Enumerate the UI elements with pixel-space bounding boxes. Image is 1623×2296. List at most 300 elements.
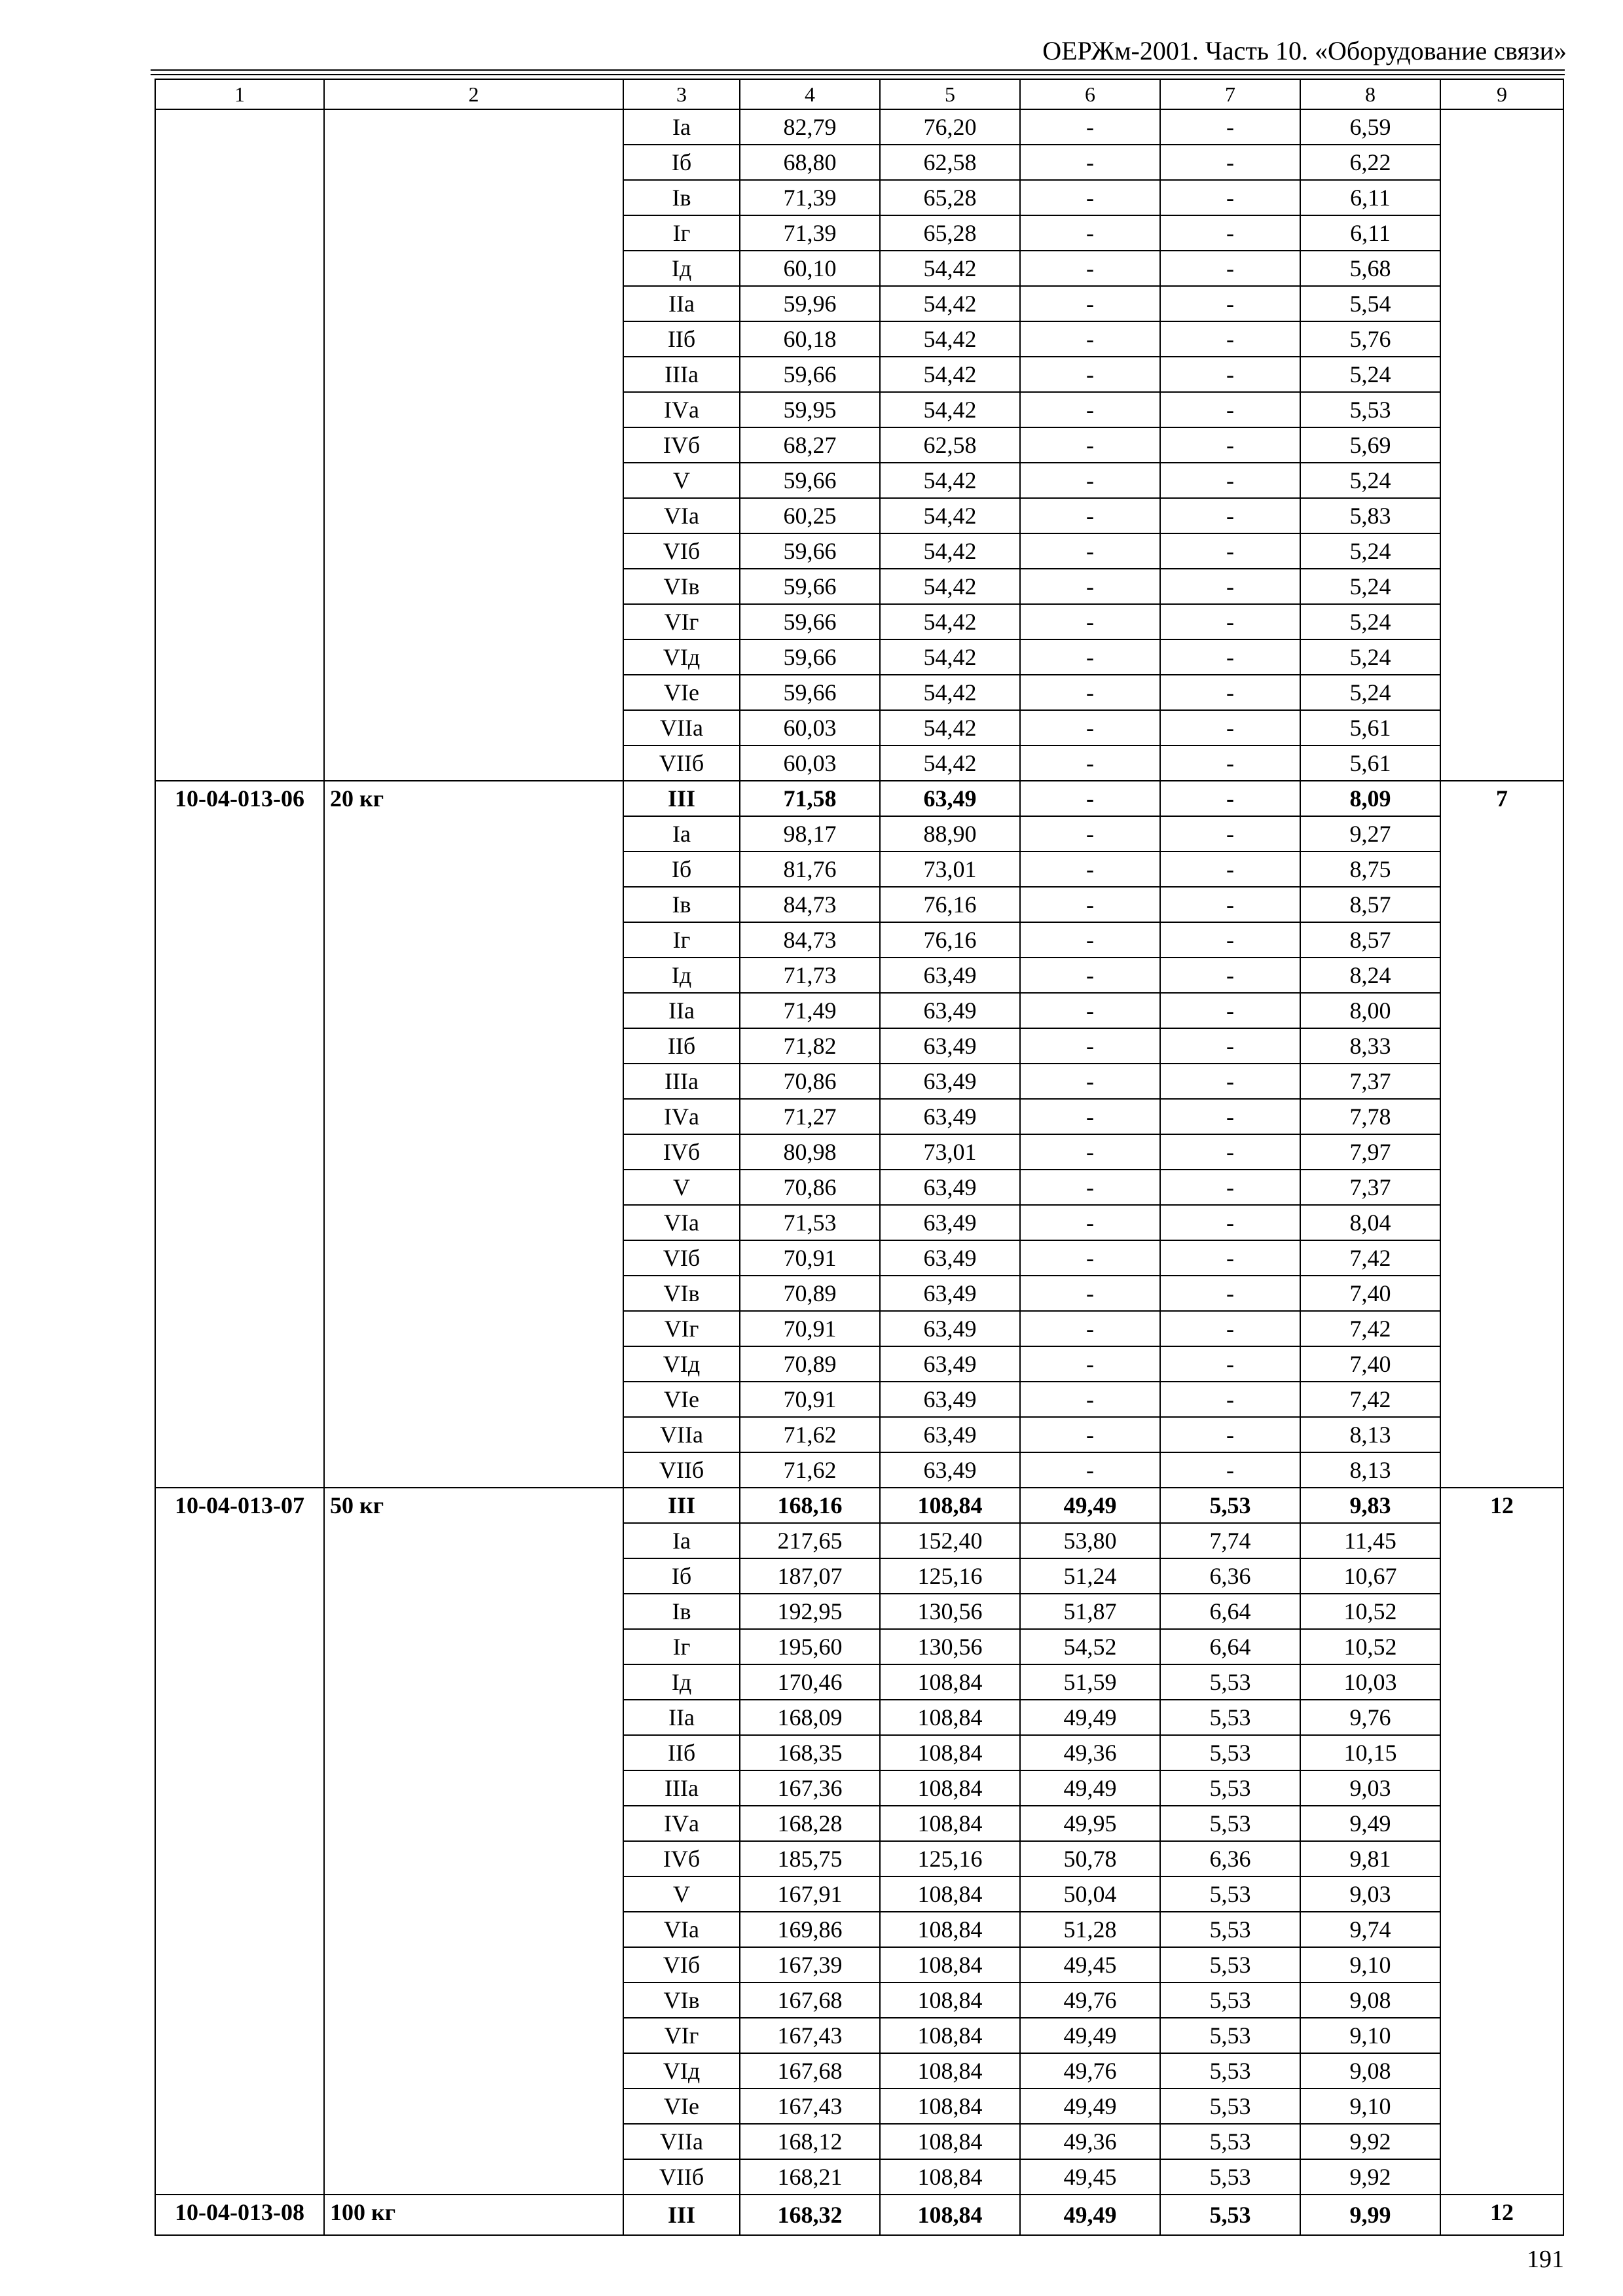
table-cell: Iб [623,145,740,180]
table-cell: 65,28 [880,215,1020,251]
table-cell: 7,40 [1300,1346,1440,1382]
table-cell: - [1020,1170,1160,1205]
table-cell: 167,43 [740,2018,880,2053]
table-cell: 60,03 [740,745,880,781]
table-cell: - [1020,958,1160,993]
table-cell: 54,42 [880,569,1020,604]
table-cell: 70,89 [740,1276,880,1311]
table-cell: - [1160,816,1300,852]
table-cell: 9,83 [1300,1488,1440,1523]
table-cell: - [1160,357,1300,392]
table-cell: 168,32 [740,2195,880,2235]
table-cell: 6,64 [1160,1629,1300,1664]
table-cell: - [1160,604,1300,639]
table-cell: VIв [623,1276,740,1311]
table-cell: - [1020,1346,1160,1382]
table-cell: 60,18 [740,321,880,357]
table-cell: 10,03 [1300,1664,1440,1700]
table-cell: 63,49 [880,1240,1020,1276]
table-cell: - [1020,1417,1160,1452]
table-cell: 108,84 [880,2089,1020,2124]
table-cell: 63,49 [880,993,1020,1028]
table-cell: - [1160,1276,1300,1311]
table-cell: 59,66 [740,569,880,604]
table-cell: - [1020,1064,1160,1099]
table-cell: 51,24 [1020,1558,1160,1594]
table-cell: 6,36 [1160,1558,1300,1594]
table-cell: - [1160,1311,1300,1346]
table-cell: 54,42 [880,710,1020,745]
table-cell: Iг [623,1629,740,1664]
table-cell: 73,01 [880,852,1020,887]
table-cell: 5,53 [1160,1735,1300,1770]
table-cell: 70,91 [740,1382,880,1417]
table-cell: 49,36 [1020,1735,1160,1770]
table-cell: 9,81 [1300,1841,1440,1876]
table-cell: 59,66 [740,604,880,639]
table-cell: - [1020,180,1160,215]
table-cell: 54,42 [880,498,1020,533]
table-cell: - [1160,1382,1300,1417]
table-cell: 51,59 [1020,1664,1160,1700]
table-cell: 59,66 [740,639,880,675]
table-cell: 7,74 [1160,1523,1300,1558]
table-cell: 108,84 [880,1770,1020,1806]
table-cell: 6,64 [1160,1594,1300,1629]
table-cell: - [1160,533,1300,569]
table-cell: 108,84 [880,1806,1020,1841]
table-cell: - [1160,1099,1300,1134]
table-cell: 49,49 [1020,1770,1160,1806]
table-cell: IVа [623,1099,740,1134]
table-cell: 59,66 [740,357,880,392]
table-cell: 63,49 [880,1205,1020,1240]
table-cell: 7,42 [1300,1311,1440,1346]
table-cell: VIд [623,639,740,675]
table-cell: 54,42 [880,604,1020,639]
table-cell: IIб [623,1028,740,1064]
table-cell: 5,53 [1160,2195,1300,2235]
table-cell: VIд [623,2053,740,2089]
table-cell: 152,40 [880,1523,1020,1558]
table-cell: 9,27 [1300,816,1440,852]
table-cell: 8,33 [1300,1028,1440,1064]
table-cell: 108,84 [880,2053,1020,2089]
table-cell: 71,39 [740,215,880,251]
running-header: ОЕРЖм-2001. Часть 10. «Оборудование связи» [1042,36,1567,65]
table-cell: 71,73 [740,958,880,993]
table-cell: VIIб [623,1452,740,1488]
table-cell: VIе [623,675,740,710]
table-cell: 217,65 [740,1523,880,1558]
table-cell: - [1020,781,1160,816]
table-cell: Iа [623,816,740,852]
table-cell: - [1020,569,1160,604]
table-cell: - [1160,993,1300,1028]
table-cell: 68,80 [740,145,880,180]
table-cell: 50,04 [1020,1876,1160,1912]
table-cell: 71,58 [740,781,880,816]
table-cell: 8,75 [1300,852,1440,887]
table-cell: VIб [623,533,740,569]
table-cell: 84,73 [740,887,880,922]
table-cell: Iа [623,109,740,145]
table-cell: - [1160,852,1300,887]
column-number: 2 [324,79,623,109]
rate-name-cell: 20 кг [324,781,623,1488]
table-cell: V [623,1876,740,1912]
table-cell: 54,42 [880,392,1020,427]
table-cell: 8,00 [1300,993,1440,1028]
table-cell: 68,27 [740,427,880,463]
table-cell: 63,49 [880,1311,1020,1346]
column-number: 6 [1020,79,1160,109]
table-cell: 5,83 [1300,498,1440,533]
table-cell: 5,24 [1300,604,1440,639]
table-cell: 167,39 [740,1947,880,1982]
table-cell: - [1160,710,1300,745]
table-cell: - [1020,1452,1160,1488]
column-9-cell: 7 [1440,781,1563,1488]
column-9-cell: 12 [1440,1488,1563,2195]
table-cell: 49,45 [1020,1947,1160,1982]
table-cell: Iд [623,1664,740,1700]
table-cell: 54,42 [880,533,1020,569]
table-cell: - [1160,180,1300,215]
table-cell: III [623,781,740,816]
table-cell: - [1020,357,1160,392]
table-cell: 60,03 [740,710,880,745]
table-cell: 49,49 [1020,1488,1160,1523]
table-row [155,781,1563,816]
table-cell: 63,49 [880,1064,1020,1099]
table-cell: 71,39 [740,180,880,215]
table-cell: 5,24 [1300,463,1440,498]
table-cell: 71,62 [740,1417,880,1452]
table-cell: 7,37 [1300,1064,1440,1099]
table-cell: VIе [623,2089,740,2124]
table-cell: - [1160,463,1300,498]
table-cell: 9,03 [1300,1770,1440,1806]
table-cell: 6,11 [1300,180,1440,215]
table-cell: 6,22 [1300,145,1440,180]
table-cell: - [1020,887,1160,922]
table-cell: VIб [623,1947,740,1982]
table-cell: - [1020,215,1160,251]
table-cell: - [1160,321,1300,357]
table-cell: 9,08 [1300,2053,1440,2089]
table-cell: - [1160,1028,1300,1064]
table-cell: 108,84 [880,1912,1020,1947]
table-cell: Iд [623,251,740,286]
table-cell: 10,15 [1300,1735,1440,1770]
table-cell: - [1020,1382,1160,1417]
table-cell: Iб [623,1558,740,1594]
table-cell: - [1160,1346,1300,1382]
table-cell: 5,53 [1160,1700,1300,1735]
table-cell: 10,52 [1300,1629,1440,1664]
table-cell: 63,49 [880,1417,1020,1452]
column-number: 5 [880,79,1020,109]
table-cell: IVа [623,392,740,427]
table-cell: 108,84 [880,1876,1020,1912]
table-cell: 71,62 [740,1452,880,1488]
table-cell: VIб [623,1240,740,1276]
table-cell: - [1160,215,1300,251]
table-cell: 108,84 [880,2124,1020,2159]
table-cell: - [1020,463,1160,498]
table-cell: 7,97 [1300,1134,1440,1170]
table-cell: V [623,1170,740,1205]
column-number: 4 [740,79,880,109]
header-rule [151,69,1565,71]
table-cell: 130,56 [880,1629,1020,1664]
table-cell: - [1020,1028,1160,1064]
table-cell: - [1160,1240,1300,1276]
table-cell: 195,60 [740,1629,880,1664]
table-cell: - [1020,816,1160,852]
table-cell: 168,16 [740,1488,880,1523]
table-cell: 70,91 [740,1311,880,1346]
column-number: 1 [155,79,324,109]
table-cell: VIв [623,1982,740,2018]
table-cell: 54,42 [880,321,1020,357]
page-number: 191 [1527,2246,1564,2273]
table-cell: 5,68 [1300,251,1440,286]
table-cell: 9,76 [1300,1700,1440,1735]
table-cell: 9,92 [1300,2124,1440,2159]
table-cell: 65,28 [880,180,1020,215]
table-cell: 49,36 [1020,2124,1160,2159]
table-cell: 7,78 [1300,1099,1440,1134]
table-cell: 108,84 [880,1982,1020,2018]
table-cell: VIг [623,1311,740,1346]
table-cell: - [1160,675,1300,710]
table-cell: 54,42 [880,745,1020,781]
table-cell: 9,74 [1300,1912,1440,1947]
table-cell: 10,52 [1300,1594,1440,1629]
table-cell: - [1020,427,1160,463]
table-cell: 49,76 [1020,2053,1160,2089]
column-number: 7 [1160,79,1300,109]
table-cell: 71,27 [740,1099,880,1134]
table-cell: 5,53 [1160,2053,1300,2089]
table-cell: 54,42 [880,639,1020,675]
table-cell: 9,10 [1300,2089,1440,2124]
table-cell: 5,24 [1300,533,1440,569]
table-cell: - [1020,710,1160,745]
table-cell: - [1160,1134,1300,1170]
table-cell: 50,78 [1020,1841,1160,1876]
table-cell: 71,49 [740,993,880,1028]
table-cell: 7,42 [1300,1382,1440,1417]
table-cell: 167,91 [740,1876,880,1912]
table-cell: - [1160,1170,1300,1205]
column-number: 8 [1300,79,1440,109]
rate-code-cell: 10-04-013-08 [155,2195,324,2235]
table-cell: 5,53 [1160,1982,1300,2018]
table-cell: 80,98 [740,1134,880,1170]
table-cell: 7,40 [1300,1276,1440,1311]
table-cell: VIIа [623,710,740,745]
table-cell: - [1020,639,1160,675]
table-cell: Iа [623,1523,740,1558]
column-9-cell: 12 [1440,2195,1563,2235]
rate-name-cell: 50 кг [324,1488,623,2195]
table-cell: 54,42 [880,463,1020,498]
table-cell: 168,35 [740,1735,880,1770]
table-cell: - [1160,498,1300,533]
table-cell: Iв [623,887,740,922]
table-cell: VIIа [623,2124,740,2159]
table-cell: 5,76 [1300,321,1440,357]
table-cell: 5,53 [1160,2018,1300,2053]
table-cell: VIа [623,1205,740,1240]
table-cell: 169,86 [740,1912,880,1947]
table-cell: 63,49 [880,1346,1020,1382]
table-cell: 71,82 [740,1028,880,1064]
table-cell: 76,16 [880,887,1020,922]
table-cell: 167,68 [740,2053,880,2089]
table-cell: IIIа [623,357,740,392]
table-cell: 108,84 [880,1947,1020,1982]
table-cell: 63,49 [880,1452,1020,1488]
table-cell: 168,21 [740,2159,880,2195]
table-row [155,109,1563,145]
table-cell: 5,69 [1300,427,1440,463]
table-cell: - [1160,145,1300,180]
rate-code-cell: 10-04-013-07 [155,1488,324,2195]
table-cell: 62,58 [880,427,1020,463]
table-cell: 60,10 [740,251,880,286]
table-cell: 5,24 [1300,569,1440,604]
table-cell: IIIа [623,1064,740,1099]
table-cell: 5,53 [1160,1947,1300,1982]
table-cell: Iг [623,922,740,958]
table-cell: IVб [623,427,740,463]
column-9-cell [1440,109,1563,781]
table-cell: 167,68 [740,1982,880,2018]
table-cell: 84,73 [740,922,880,958]
table-cell: 59,95 [740,392,880,427]
table-cell: - [1020,321,1160,357]
table-cell: VIIб [623,2159,740,2195]
table-cell: III [623,2195,740,2235]
table-cell: Iг [623,215,740,251]
table-cell: IIб [623,1735,740,1770]
table-cell: - [1160,781,1300,816]
table-cell: 5,53 [1160,1876,1300,1912]
table-cell: IIб [623,321,740,357]
table-cell: 9,10 [1300,2018,1440,2053]
rate-code-cell [155,109,324,781]
table-cell: 5,53 [1160,2159,1300,2195]
table-cell: 5,24 [1300,639,1440,675]
table-cell: VIа [623,498,740,533]
table-cell: 59,66 [740,463,880,498]
table-cell: - [1160,745,1300,781]
table-cell: 108,84 [880,1700,1020,1735]
table-cell: 5,61 [1300,710,1440,745]
table-cell: VIг [623,604,740,639]
table-cell: IIIа [623,1770,740,1806]
column-number: 9 [1440,79,1563,109]
table-cell: 5,53 [1300,392,1440,427]
table-cell: Iв [623,180,740,215]
table-cell: VIд [623,1346,740,1382]
table-cell: VIе [623,1382,740,1417]
column-number: 3 [623,79,740,109]
table-cell: 70,89 [740,1346,880,1382]
table-cell: - [1160,392,1300,427]
table-cell: 63,49 [880,1099,1020,1134]
table-cell: - [1160,286,1300,321]
table-row [155,1488,1563,1523]
table-cell: - [1020,745,1160,781]
table-cell: IVа [623,1806,740,1841]
table-cell: - [1160,109,1300,145]
table-cell: - [1160,427,1300,463]
table-cell: IVб [623,1134,740,1170]
table-cell: 54,42 [880,286,1020,321]
table-cell: - [1160,639,1300,675]
table-cell: 5,24 [1300,357,1440,392]
table-row [155,2195,1563,2235]
table-cell: 51,87 [1020,1594,1160,1629]
table-cell: VIIа [623,1417,740,1452]
table-cell: 62,58 [880,145,1020,180]
table-cell: 167,43 [740,2089,880,2124]
table-cell: 73,01 [880,1134,1020,1170]
table-cell: - [1020,286,1160,321]
rate-name-cell: 100 кг [324,2195,623,2235]
rate-code-cell: 10-04-013-06 [155,781,324,1488]
table-cell: 9,03 [1300,1876,1440,1912]
table-cell: 63,49 [880,1382,1020,1417]
table-cell: - [1160,251,1300,286]
table-cell: 70,86 [740,1064,880,1099]
table-cell: 82,79 [740,109,880,145]
table-cell: - [1020,922,1160,958]
table-cell: 59,66 [740,533,880,569]
table-cell: IIа [623,993,740,1028]
table-cell: 59,96 [740,286,880,321]
table-cell: VIв [623,569,740,604]
table-cell: 5,53 [1160,1488,1300,1523]
table-cell: - [1160,922,1300,958]
table-cell: 9,99 [1300,2195,1440,2235]
table-cell: - [1020,1205,1160,1240]
table-cell: 51,28 [1020,1912,1160,1947]
table-cell: 5,53 [1160,1770,1300,1806]
table-cell: - [1160,1064,1300,1099]
table-cell: 8,04 [1300,1205,1440,1240]
table-cell: 63,49 [880,781,1020,816]
table-cell: - [1160,1205,1300,1240]
table-cell: - [1020,392,1160,427]
table-cell: 70,86 [740,1170,880,1205]
table-cell: IIа [623,286,740,321]
table-cell: 8,57 [1300,887,1440,922]
table-cell: 81,76 [740,852,880,887]
table-cell: IIа [623,1700,740,1735]
table-cell: 187,07 [740,1558,880,1594]
table-cell: 5,53 [1160,2124,1300,2159]
table-cell: - [1160,958,1300,993]
table-cell: 5,54 [1300,286,1440,321]
table-cell: - [1020,1240,1160,1276]
table-cell: - [1020,1311,1160,1346]
